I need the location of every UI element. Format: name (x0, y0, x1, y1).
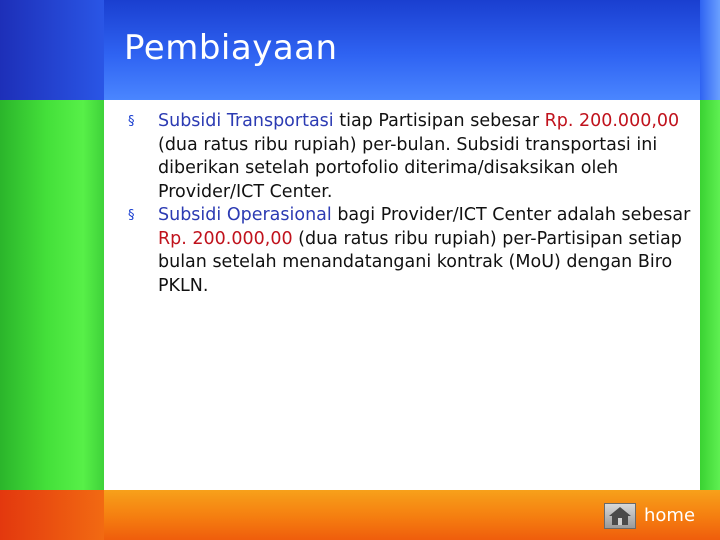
bullet-marker-icon: § (128, 114, 135, 129)
left-side-band (0, 100, 104, 490)
right-side-band (700, 100, 720, 490)
bullet-keyword: Subsidi Transportasi (158, 111, 334, 131)
bullet-text: (dua ratus ribu rupiah) per-Partisipan setiap bulan setelah menandatangani kontrak (MoU) dengan Biro PKLN. (158, 228, 682, 296)
bullet-keyword: Subsidi Operasional (158, 205, 332, 225)
header-band (0, 0, 720, 100)
bullet-list (128, 110, 698, 298)
home-button[interactable] (604, 503, 698, 531)
bullet-text: bagi Provider/ICT Center adalah sebesar (331, 205, 691, 225)
bullet-amount: Rp. 200.000,00 (544, 111, 680, 131)
bullet-marker-icon: § (128, 208, 135, 223)
bullet-text: tiap Partisipan sebesar (333, 111, 545, 131)
house-icon[interactable] (604, 503, 636, 529)
slide-title: Pembiayaan (124, 28, 338, 68)
bullet-item-transport-subsidy (128, 110, 698, 204)
house-icon-graphic (605, 504, 635, 528)
bullet-amount: Rp. 200.000,00 (158, 228, 293, 249)
bullet-text: (dua ratus ribu rupiah) per-bulan. Subsidi transportasi ini diberikan setelah portofolio diterima/disaksikan oleh Provider/ICT Center. (158, 134, 658, 202)
bullet-item-operational-subsidy (128, 204, 698, 298)
home-label[interactable]: home (644, 505, 696, 526)
